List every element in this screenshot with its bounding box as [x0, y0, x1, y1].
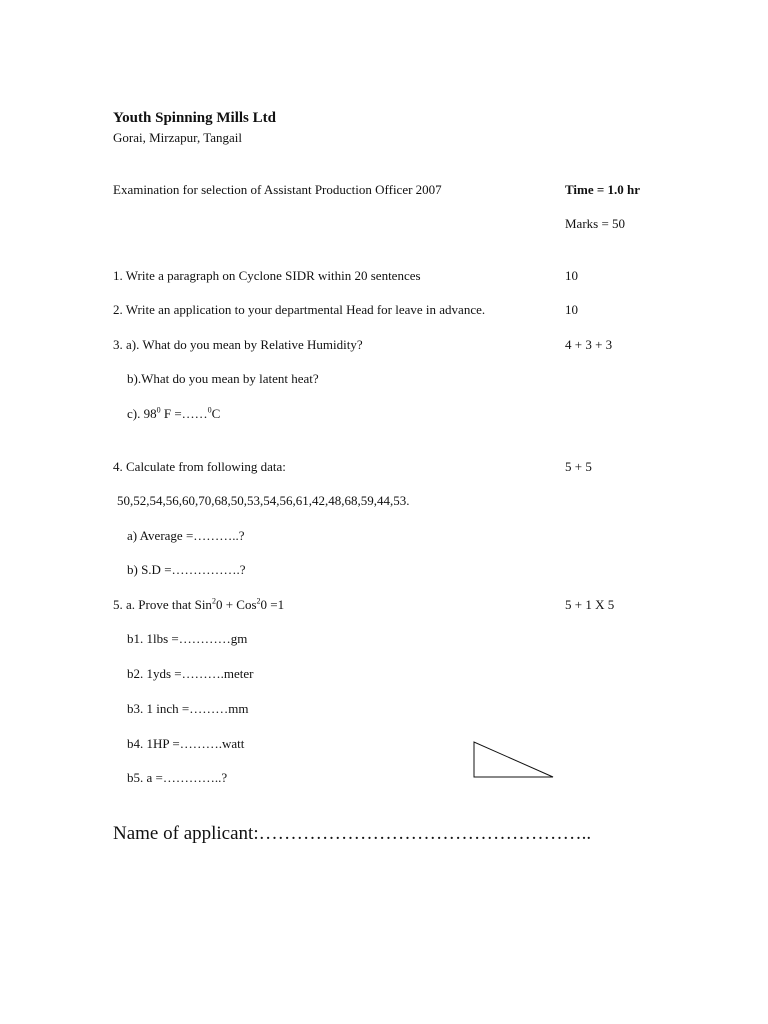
- company-name: Youth Spinning Mills Ltd: [113, 110, 276, 126]
- question-4-data: 50,52,54,56,60,70,68,50,53,54,56,61,42,48,68,59,44,53.: [117, 493, 410, 508]
- question-5b4: b4. 1HP =……….watt: [127, 736, 245, 751]
- question-2: 2. Write an application to your departmental Head for leave in advance.: [113, 302, 486, 317]
- question-4b: b) S.D =…………….?: [127, 562, 246, 577]
- exam-title: Examination for selection of Assistant Production Officer 2007: [113, 182, 442, 197]
- question-4: 4. Calculate from following data:: [113, 459, 286, 474]
- company-address: Gorai, Mirzapur, Tangail: [113, 130, 243, 145]
- question-5b2: b2. 1yds =……….meter: [127, 666, 254, 681]
- question-3b: b).What do you mean by latent heat?: [127, 371, 319, 386]
- exam-marks: Marks = 50: [565, 216, 626, 231]
- question-2-marks: 10: [565, 302, 578, 317]
- question-5-marks: 5 + 1 X 5: [565, 597, 615, 612]
- exam-time: Time = 1.0 hr: [565, 182, 641, 197]
- applicant-name-line: Name of applicant:……………………………………………..: [113, 823, 592, 844]
- question-5a: 5. a. Prove that Sin$^2$0 + Cos$^2$0 =1: [113, 596, 285, 612]
- question-5b3: b3. 1 inch =………mm: [127, 701, 249, 716]
- question-3-marks: 4 + 3 + 3: [565, 337, 613, 352]
- right-triangle-figure: [473, 741, 555, 779]
- question-4a: a) Average =………..?: [127, 528, 245, 543]
- question-1-marks: 10: [565, 268, 578, 283]
- question-5b5: b5. a =…………..?: [127, 770, 228, 785]
- question-3c: c). $98^0$ F =……$^0$C: [127, 405, 221, 421]
- question-3a: 3. a). What do you mean by Relative Humidity?: [113, 337, 363, 352]
- question-4-marks: 5 + 5: [565, 459, 592, 474]
- question-5b1: b1. 1lbs =…………gm: [127, 631, 248, 646]
- question-1: 1. Write a paragraph on Cyclone SIDR within 20 sentences: [113, 268, 421, 283]
